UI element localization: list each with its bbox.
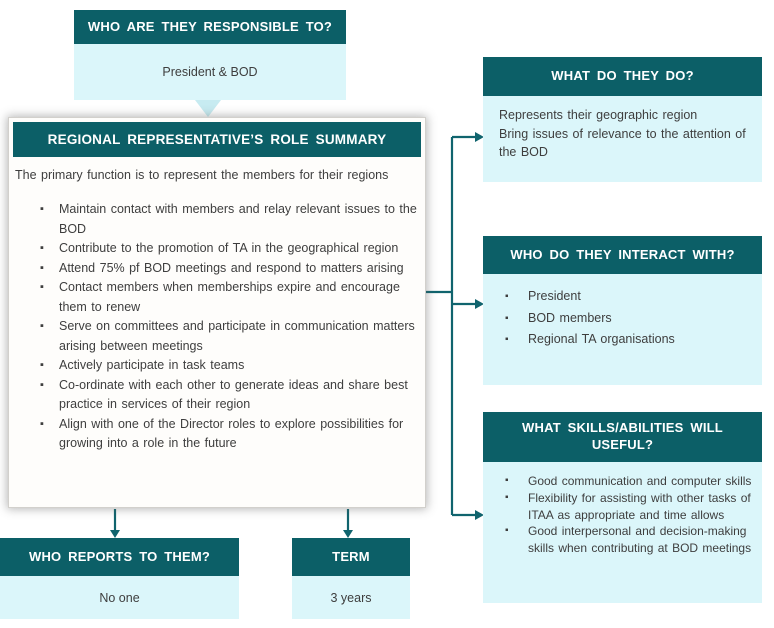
bullet-text: Regional TA organisations: [528, 332, 675, 346]
reports-to-header: [0, 538, 239, 576]
main-summary-box: [8, 117, 426, 508]
term-value: 3 years: [330, 590, 372, 605]
arrow-down-icon: [110, 530, 120, 538]
reports-to-title: WHO REPORTS TO THEM?: [28, 548, 211, 564]
list-item: [483, 308, 762, 330]
reports-to-body: [0, 576, 239, 619]
list-item: [483, 523, 762, 557]
bullet-square-icon: ▪: [505, 491, 509, 503]
bullet-text: Co-ordinate with each other to generate ideas and share best practice in services of their region: [59, 377, 408, 411]
bullet-square-icon: ▪: [40, 242, 44, 254]
what-do-body: [483, 96, 762, 182]
list-item: [483, 329, 762, 351]
bullet-square-icon: ▪: [40, 359, 44, 371]
bullet-square-icon: ▪: [505, 291, 509, 302]
bullet-text: BOD members: [528, 310, 612, 325]
bullet-square-icon: ▪: [505, 475, 509, 486]
main-summary-intro: The primary function is to represent the members for their regions: [15, 168, 389, 182]
list-item: [483, 473, 762, 490]
bullet-square-icon: ▪: [505, 312, 509, 324]
bullet-text: Contribute to the promotion of TA in the geographical region: [59, 241, 399, 255]
list-item: [9, 200, 419, 239]
list-item: [9, 278, 419, 317]
bullet-text: Flexibility for assisting with other tasks of ITAA as appropriate and time allows: [528, 490, 751, 522]
responsible-to-title: WHO ARE THEY RESPONSIBLE TO?: [87, 18, 333, 34]
list-item: [9, 356, 419, 376]
down-pointer-icon: [195, 100, 221, 117]
bullet-text: Actively participate in task teams: [59, 358, 245, 372]
what-do-title: WHAT DO THEY DO?: [551, 68, 694, 84]
what-do-line: Bring issues of relevance to the attention of the BOD: [499, 126, 746, 159]
main-summary-bullet-list: [9, 200, 419, 454]
skills-body: [483, 462, 762, 603]
bullet-text: Attend 75% pf BOD meetings and respond to matters arising: [59, 260, 404, 275]
skills-header: [483, 412, 762, 462]
bullet-square-icon: ▪: [40, 378, 44, 391]
list-item: [9, 317, 419, 356]
interact-with-body: [483, 274, 762, 385]
bullet-square-icon: ▪: [40, 320, 44, 332]
bullet-square-icon: ▪: [505, 334, 509, 345]
term-body: [292, 576, 410, 619]
responsible-to-body: [74, 44, 346, 100]
main-summary-title: REGIONAL REPRESENTATIVE’S ROLE SUMMARY: [47, 131, 387, 147]
list-item: [483, 286, 762, 308]
what-do-header: [483, 57, 762, 96]
bullet-square-icon: ▪: [40, 281, 44, 293]
bullet-text: Serve on committees and participate in communication matters arising between meetings: [59, 319, 415, 353]
interact-with-title: WHO DO THEY INTERACT WITH?: [510, 246, 735, 262]
responsible-to-value: President & BOD: [162, 65, 258, 79]
interact-with-header: [483, 236, 762, 274]
what-do-line: Represents their geographic region: [499, 108, 698, 122]
bullet-text: Contact members when memberships expire and encourage them to renew: [59, 280, 400, 314]
bullet-text: President: [528, 289, 581, 303]
bullet-text: Maintain contact with members and relay relevant issues to the BOD: [59, 202, 417, 236]
skills-title: WHAT SKILLS/ABILITIES WILL USEFUL?: [522, 420, 723, 452]
reports-to-value: No one: [99, 590, 140, 605]
bullet-text: Align with one of the Director roles to explore possibilities for growing into a role in the future: [59, 416, 404, 450]
bullet-text: Good interpersonal and decision-making skills when contributing at BOD meetings: [528, 524, 752, 556]
bullet-text: Good communication and computer skills: [528, 474, 752, 488]
list-item: [9, 259, 419, 279]
term-header: [292, 538, 410, 576]
list-item: [9, 376, 419, 415]
term-title: TERM: [332, 548, 370, 564]
bullet-square-icon: ▪: [40, 417, 44, 430]
list-item: [483, 490, 762, 524]
bullet-square-icon: ▪: [505, 525, 509, 537]
list-item: [9, 415, 419, 454]
arrow-down-icon: [343, 530, 353, 538]
responsible-to-header: [74, 10, 346, 44]
bullet-square-icon: ▪: [40, 203, 44, 215]
main-summary-header: [13, 122, 421, 157]
bullet-square-icon: ▪: [40, 261, 44, 274]
list-item: [9, 239, 419, 259]
